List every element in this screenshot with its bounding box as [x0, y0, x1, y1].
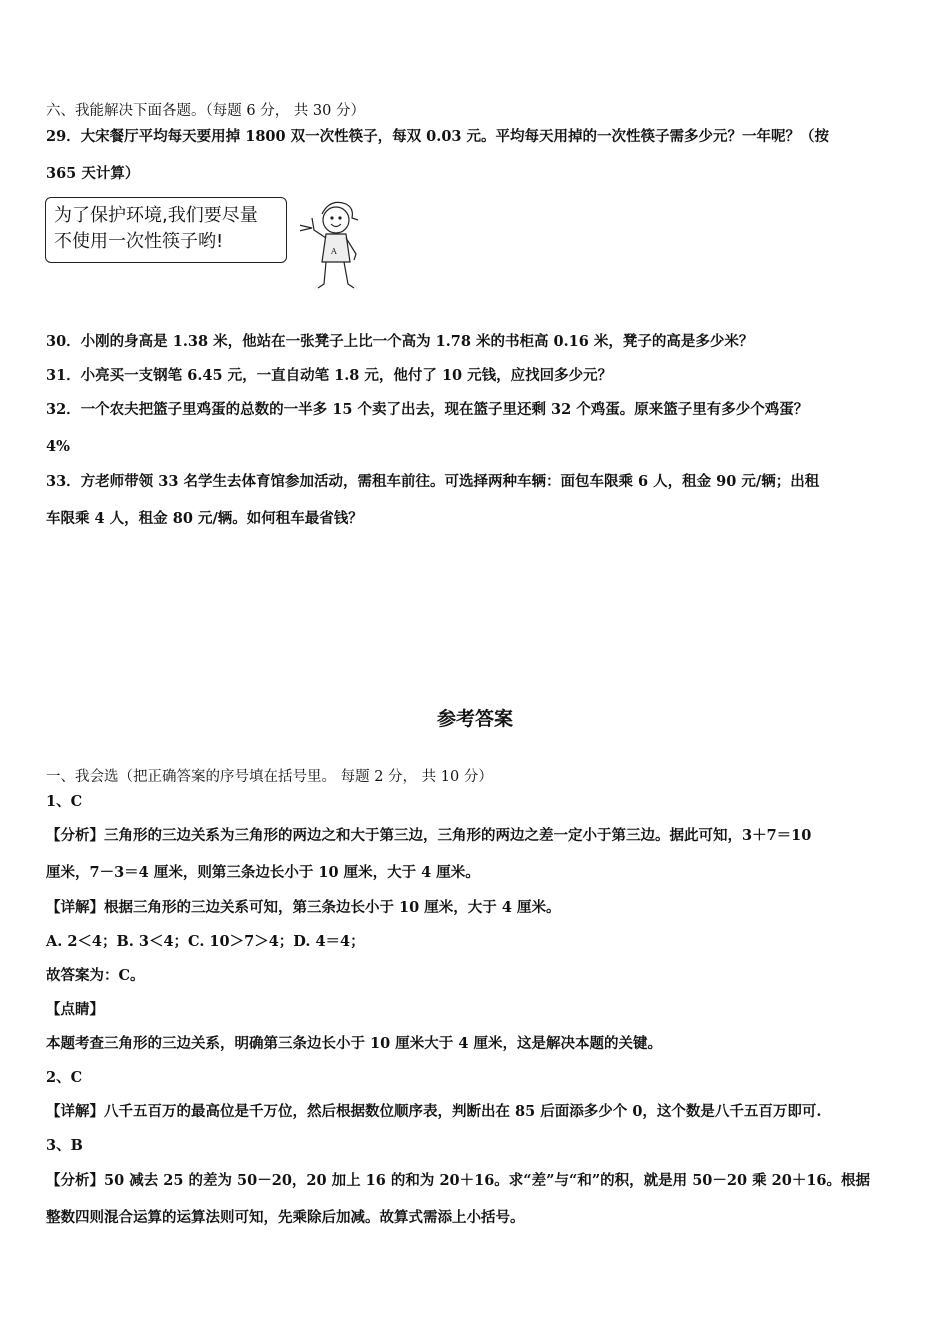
question-33-line-2: 车限乘 4 人，租金 80 元/辆。如何租车最省钱？ — [46, 510, 363, 527]
answer-1-result: 故答案为：C。 — [46, 967, 145, 984]
question-33-line-1: 33．方老师带领 33 名学生去体育馆参加活动，需租车前往。可选择两种车辆：面包车限乘 6 人，租金 90 元/辆；出租 — [46, 473, 820, 490]
head — [323, 207, 349, 233]
question-32: 32．一个农夫把篮子里鸡蛋的总数的一半多 15 个卖了出去，现在篮子里还剩 32 个鸡蛋。原来篮子里有多少个鸡蛋？ — [46, 401, 809, 418]
answer-2-label: 2、C — [46, 1069, 83, 1086]
raised-arm — [312, 218, 326, 238]
answer-1-options: A. 2＜4；B. 3＜4；C. 10＞7＞4；D. 4＝4； — [46, 933, 365, 950]
section-6-heading: 六、我能解决下面各题。（每题 6 分， 共 30 分） — [46, 103, 365, 119]
svg-text:A: A — [331, 247, 337, 256]
answers-section-1-heading: 一、我会选（把正确答案的序号填在括号里。 每题 2 分， 共 10 分） — [46, 769, 493, 785]
answer-3-analysis-line-2: 整数四则混合运算的运算法则可知，先乘除后加减。故算式需添上小括号。 — [46, 1209, 525, 1226]
answer-3-analysis-line-1: 【分析】50 减去 25 的差为 50－20，20 加上 16 的和为 20＋16。求“差”与“和”的积，就是用 50－20 乘 20＋16。根据 — [46, 1172, 871, 1189]
answer-1-note-label: 【点睛】 — [46, 1001, 104, 1018]
answer-2-detail: 【详解】八千五百万的最高位是千万位，然后根据数位顺序表，判断出在 85 后面添多少个 0，这个数是八千五百万即可. — [46, 1103, 822, 1120]
answer-1-label: 1、C — [46, 793, 83, 810]
question-31: 31．小亮买一支钢笔 6.45 元，一直自动笔 1.8 元，他付了 10 元钱，应找回多少元？ — [46, 367, 613, 384]
question-32-extra: 4% — [46, 438, 70, 455]
speech-bubble — [45, 197, 287, 263]
speech-bubble-line-1: 为了保护环境,我们要尽量 — [54, 205, 258, 226]
question-29-line-1: 29．大宋餐厅平均每天要用掉 1800 双一次性筷子，每双 0.03 元。平均每天用掉的一次性筷子需多少元？一年呢？（按 — [46, 128, 830, 145]
answer-1-detail: 【详解】根据三角形的三边关系可知，第三条边长小于 10 厘米，大于 4 厘米。 — [46, 899, 561, 916]
bubble-tail — [300, 222, 312, 234]
question-30: 30．小刚的身高是 1.38 米，他站在一张凳子上比一个高为 1.78 米的书柜高 0.16 米，凳子的高是多少米？ — [46, 333, 754, 350]
answers-title: 参考答案 — [436, 708, 513, 730]
boy-illustration — [300, 194, 364, 294]
answer-3-label: 3、B — [46, 1137, 83, 1154]
answer-1-analysis-line-2: 厘米，7－3＝4 厘米，则第三条边长小于 10 厘米，大于 4 厘米。 — [46, 864, 480, 881]
speech-bubble-line-2: 不使用一次性筷子哟! — [54, 231, 224, 252]
answer-1-analysis-line-1: 【分析】三角形的三边关系为三角形的两边之和大于第三边，三角形的两边之差一定小于第三边。据此可知，3＋7＝10 — [46, 827, 812, 844]
answer-1-note: 本题考查三角形的三边关系，明确第三条边长小于 10 厘米大于 4 厘米，这是解决本题的关键。 — [46, 1035, 662, 1052]
question-29-line-2: 365 天计算） — [46, 165, 140, 182]
